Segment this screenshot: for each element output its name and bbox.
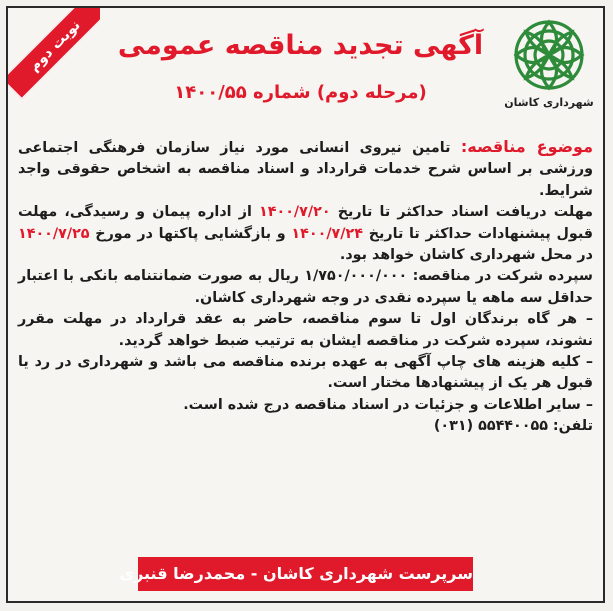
- round-ribbon: نوبت دوم: [8, 8, 100, 99]
- submission-date: ۱۴۰۰/۷/۲۴: [291, 225, 363, 242]
- subject-label: موضوع مناقصه:: [460, 137, 593, 156]
- clause-costs: – کلیه هزینه های چاپ آگهی به عهده برنده مناقصه می باشد و شهرداری در رد یا قبول هر یک از پیشنهادها مختار است.: [18, 354, 593, 392]
- ad-body: [18, 136, 593, 438]
- ad-subtitle: (مرحله دوم) شماره ۱۴۰۰/۵۵: [174, 82, 427, 103]
- subject-paragraph: [18, 136, 593, 202]
- deposit-paragraph: سپرده شرکت در مناقصه: ۱/۷۵۰/۰۰۰/۰۰۰ ریال به صورت ضمانتنامه بانکی با اعتبار حداقل سه ماهه یا سپرده نقدی در وجه شهرداری کاشان.: [18, 268, 593, 306]
- clause-forfeit: – هر گاه برندگان اول تا سوم مناقصه، حاضر به عقد قرارداد در مهلت مقرر نشوند، سپرده شرکت در مناقصه ایشان به ترتیب ضبط خواهد گردید.: [18, 311, 593, 349]
- clause-details: – سایر اطلاعات و جزئیات در اسناد مناقصه درج شده است.: [183, 396, 593, 413]
- deadline-mid: از اداره پیمان و رسیدگی، مهلت قبول پیشنهادات حداکثر تا تاریخ: [18, 204, 594, 242]
- deadline-prefix: مهلت دریافت اسناد حداکثر تا تاریخ: [337, 204, 593, 221]
- signature-bar: سرپرست شهرداری کاشان - محمدرضا قنبری: [138, 557, 473, 591]
- opening-suffix: در محل شهرداری کاشان خواهد بود.: [339, 247, 593, 264]
- deadline-date: ۱۴۰۰/۷/۲۰: [259, 204, 331, 221]
- opening-prefix: و بازگشایی پاکتها در مورخ: [95, 225, 286, 242]
- phone-label: تلفن:: [552, 418, 593, 435]
- logo-caption: شهرداری کاشان: [504, 96, 594, 109]
- kashan-logo-icon: [510, 16, 588, 94]
- ad-title: آگهی تجدید مناقصه عمومی: [117, 30, 484, 61]
- ad-frame: [6, 6, 605, 603]
- schedule-paragraph: [18, 202, 593, 266]
- ribbon-corner: [8, 8, 100, 100]
- subject-text: تامین نیروی انسانی مورد نیاز سازمان فرهنگی اجتماعی ورزشی بر اساس شرح خدمات قرارداد و اسناد مناقصه به اشخاص حقوقی واجد شرایط.: [18, 140, 593, 199]
- opening-date: ۱۴۰۰/۷/۲۵: [18, 225, 90, 242]
- ad-header: [8, 8, 603, 128]
- phone-line: [18, 416, 593, 437]
- phone-number: ۵۵۴۴۰۰۵۵ (۰۳۱): [433, 418, 548, 435]
- municipality-logo: [501, 16, 597, 124]
